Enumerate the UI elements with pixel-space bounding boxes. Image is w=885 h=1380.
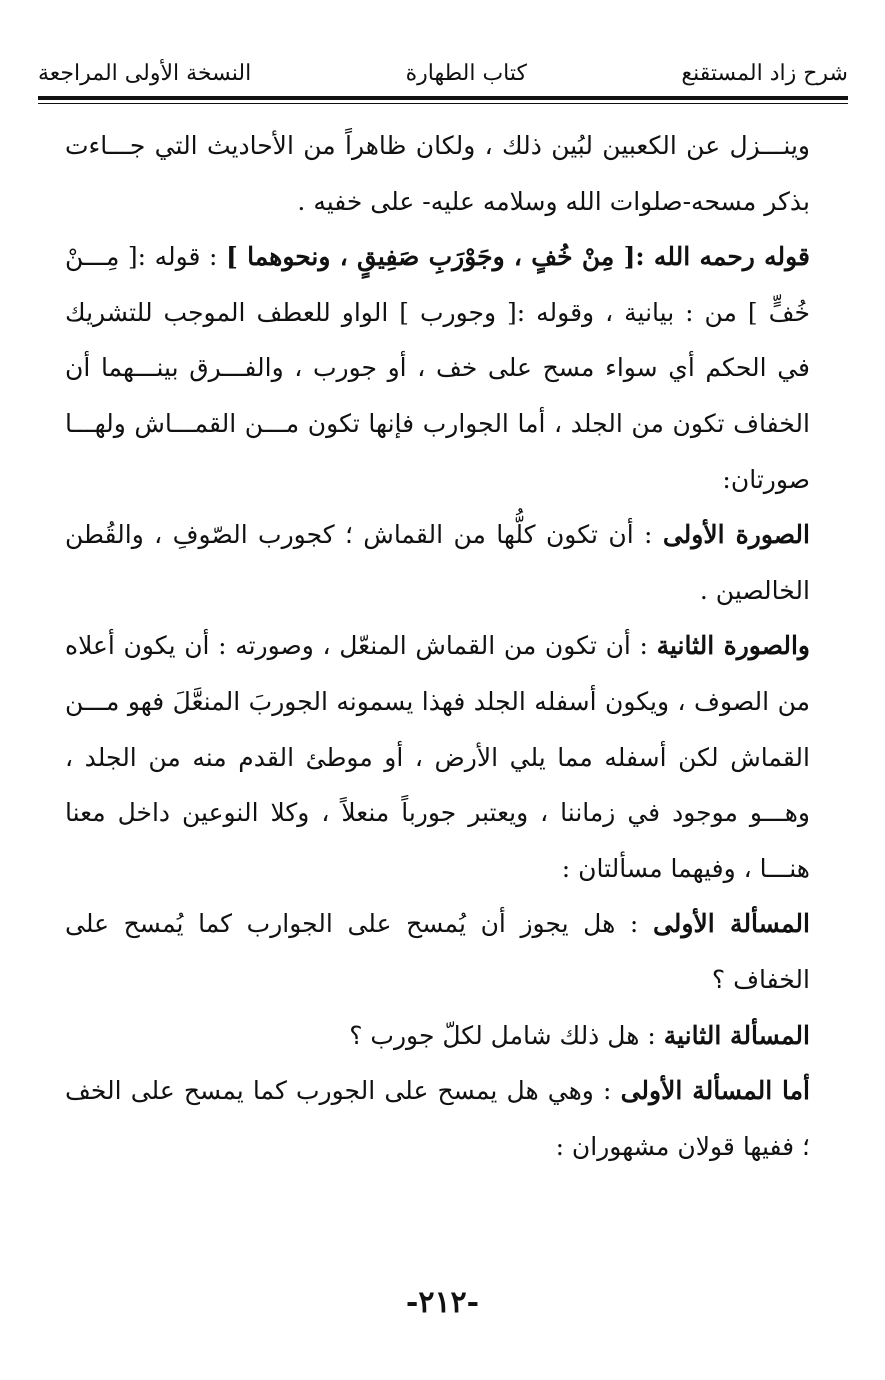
header-chapter-title: كتاب الطهارة <box>405 60 527 86</box>
paragraph-2 <box>65 229 810 507</box>
paragraph-3 <box>65 507 810 618</box>
paragraph-text: : أن تكون من القماش المنعّل ، وصورته : أن يكون أعلاه من الصوف ، ويكون أسفله الجلد فهذا يسمونه الجوربَ المنعَّلَ فهو مـــن القماش لكن أسفله مما يلي الأرض ، أو موطئ القدم منه من الجلد ، وهـــو موجود في زماننا ، ويعتبر جورباً منعلاً ، وكلا النوعين داخل معنا هنـــا ، وفيهما مسألتان : <box>65 631 810 883</box>
paragraph-lead: المسألة الثانية <box>663 1020 810 1050</box>
paragraph-lead: المسألة الأولى <box>652 909 810 939</box>
header-rule-thick <box>38 96 848 100</box>
paragraph-lead: والصورة الثانية <box>656 631 811 661</box>
paragraph-lead: الصورة الأولى <box>662 520 810 550</box>
paragraph-text: : قوله :[ مِـــنْ خُفٍّ ] من : بيانية ، وقوله :[ وجورب ] الواو للعطف الموجب للتشريك في الحكم أي سواء مسح على خف ، أو جورب ، والفـــرق بينـــهما أن الخفاف تكون من الجلد ، أما الجوارب فإنها تكون مـــن القمـــاش ولهـــا صورتان: <box>65 242 810 494</box>
header-book-title: شرح زاد المستقنع <box>681 60 848 86</box>
paragraph-7 <box>65 1063 810 1174</box>
header-edition-note: النسخة الأولى المراجعة <box>38 60 252 86</box>
paragraph-lead: أما المسألة الأولى <box>620 1076 810 1106</box>
paragraph-text: : هل ذلك شامل لكلّ جورب ؟ <box>349 1020 664 1050</box>
paragraph-1 <box>65 118 810 229</box>
paragraph-text: : وهي هل يمسح على الجورب كما يمسح على الخف ؛ ففيها قولان مشهوران : <box>65 1076 810 1161</box>
main-text <box>65 118 810 1174</box>
paragraph-5 <box>65 896 810 1007</box>
paragraph-text: وينـــزل عن الكعبين لبُين ذلك ، ولكان ظاهراً من الأحاديث التي جـــاءت بذكر مسحه-صلوات الله وسلامه عليه- على خفيه . <box>65 131 810 216</box>
paragraph-text: : هل يجوز أن يُمسح على الجوارب كما يُمسح على الخفاف ؟ <box>65 909 810 994</box>
paragraph-4 <box>65 618 810 896</box>
paragraph-lead: قوله رحمه الله :[ مِنْ خُفٍ ، وجَوْرَبِ صَفِيقٍ ، ونحوهما ] <box>225 242 811 272</box>
running-header <box>38 52 848 94</box>
paragraph-6 <box>65 1008 810 1064</box>
paragraph-text: : أن تكون كلُّها من القماش ؛ كجورب الصّوفِ ، والقُطن الخالصين . <box>65 520 810 605</box>
header-rule-thin <box>38 103 848 104</box>
page-number: -٢١٢- <box>405 1285 480 1320</box>
